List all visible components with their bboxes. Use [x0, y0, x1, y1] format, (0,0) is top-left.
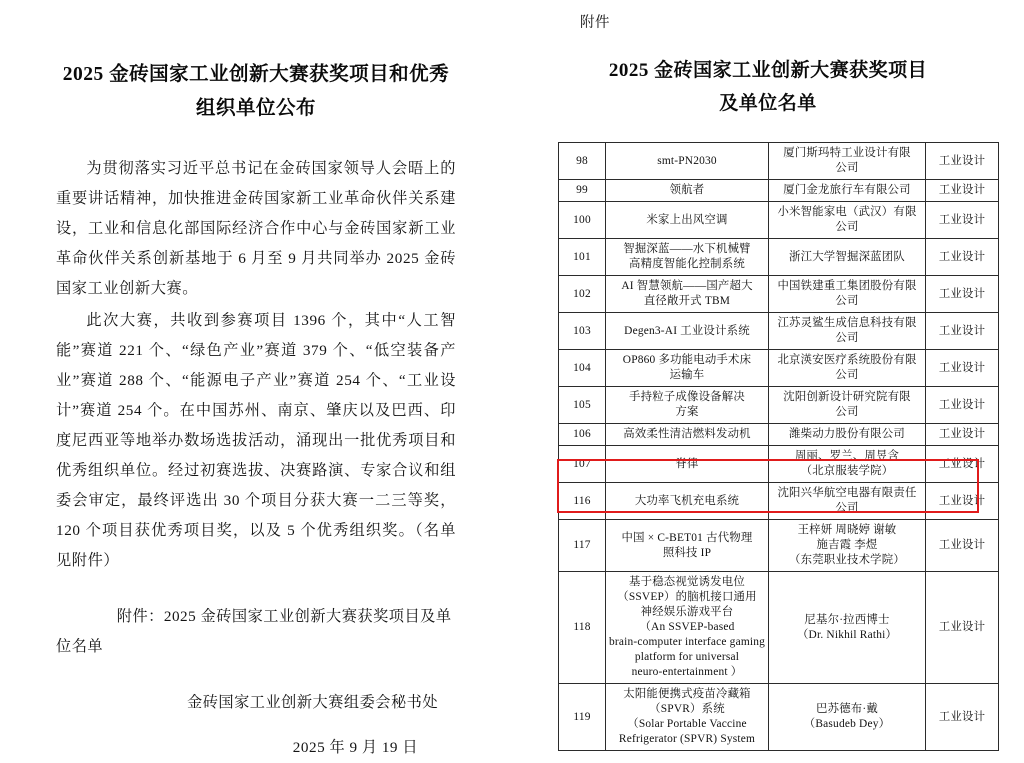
table-row [559, 239, 999, 276]
table-row [559, 520, 999, 572]
organization-line: 北京渶安医疗系统股份有限 [777, 354, 917, 366]
left-paragraph-1: 为贯彻落实习近平总书记在金砖国家领导人会晤上的重要讲话精神，加快推进金砖国家新工业革命伙伴关系建设，工业和信息化部国际经济合作中心与金砖国家新工业革命伙伴关系创新基地于 6 月至 9 月共同举办 2025 金砖国家工业创新大赛。 [56, 160, 456, 297]
project-line: （Solar Portable Vaccine [627, 718, 747, 730]
right-document [512, 0, 1024, 745]
attachment-label: 附件 [580, 15, 610, 31]
project-line: （An SSVEP-based [639, 621, 735, 633]
row-track: 工业设计 [926, 202, 999, 239]
organization-line: （东莞职业技术学院） [789, 554, 905, 566]
table-row [559, 313, 999, 350]
row-project-name [606, 424, 769, 446]
row-project-name [606, 313, 769, 350]
organization-line: 沈阳创新设计研究院有限 [783, 391, 911, 403]
row-organization [769, 446, 926, 483]
row-number: 103 [559, 313, 606, 350]
row-organization [769, 424, 926, 446]
row-track: 工业设计 [926, 684, 999, 751]
row-track: 工业设计 [926, 520, 999, 572]
organization-line: （Dr. Nikhil Rathi） [796, 628, 898, 641]
organization-line: 厦门金龙旅行车有限公司 [783, 184, 911, 196]
project-line: 米家上出风空调 [646, 213, 728, 226]
left-signature-date: 2025 年 9 月 19 日 [292, 739, 418, 757]
row-project-name [606, 143, 769, 180]
organization-line: 王梓妍 周晓婷 谢敏 [797, 524, 897, 536]
project-line: 方案 [675, 406, 699, 418]
right-document-title [558, 54, 978, 120]
row-organization [769, 520, 926, 572]
project-line: neuro-entertainment ） [631, 666, 743, 678]
project-line: brain-computer interface gaming [608, 636, 766, 648]
table-row [559, 684, 999, 751]
row-organization [769, 572, 926, 684]
organization-line: 公司 [835, 332, 859, 344]
left-document [0, 0, 512, 757]
project-line: 中国 × C-BET01 古代物理 [621, 531, 753, 544]
project-line: OP860 多功能电动手术床 [622, 354, 752, 366]
organization-line: 沈阳兴华航空电器有限责任 [777, 487, 917, 499]
project-line: （SPVR）系统 [649, 703, 725, 715]
row-organization [769, 239, 926, 276]
organization-line: 周丽、罗兰、周昱含 [794, 450, 900, 462]
project-line: smt-PN2030 [657, 154, 717, 167]
row-project-name [606, 572, 769, 684]
project-line: 基于稳态视觉诱发电位 [629, 576, 745, 588]
organization-line: 施吉霞 李煜 [816, 539, 878, 551]
row-organization [769, 387, 926, 424]
project-line: Refrigerator (SPVR) System [618, 733, 756, 745]
project-line: 大功率飞机充电系统 [634, 494, 740, 507]
row-number: 98 [559, 143, 606, 180]
organization-line: 巴苏德布·戴 [816, 703, 878, 715]
organization-line: 公司 [835, 369, 859, 381]
project-line: platform for universal [634, 651, 740, 663]
project-line: 运输车 [669, 369, 705, 381]
row-organization [769, 143, 926, 180]
row-track: 工业设计 [926, 424, 999, 446]
left-signature: 金砖国家工业创新大赛组委会秘书处 [187, 694, 438, 711]
right-title-line-2: 及单位名单 [719, 93, 817, 114]
row-project-name [606, 446, 769, 483]
project-line: 脊律 [675, 457, 699, 470]
organization-line: 小米智能家电（武汉）有限 [777, 206, 917, 218]
organization-line: 尼基尔·拉西博士 [804, 613, 890, 626]
organization-line: 公司 [835, 221, 859, 233]
project-line: 高效柔性清洁燃料发动机 [623, 428, 751, 440]
row-project-name [606, 483, 769, 520]
table-row [559, 202, 999, 239]
project-line: 高精度智能化控制系统 [629, 258, 745, 270]
organization-line: 公司 [835, 406, 859, 418]
row-track: 工业设计 [926, 483, 999, 520]
row-organization [769, 313, 926, 350]
award-list-table [558, 142, 999, 751]
row-organization [769, 202, 926, 239]
row-project-name [606, 350, 769, 387]
table-row [559, 276, 999, 313]
organization-line: 公司 [835, 295, 859, 307]
table-row [559, 387, 999, 424]
table-row [559, 572, 999, 684]
row-number: 116 [559, 483, 606, 520]
row-project-name [606, 684, 769, 751]
organization-line: 浙江大学智掘深蓝团队 [789, 250, 905, 263]
row-organization [769, 483, 926, 520]
organization-line: 公司 [835, 502, 859, 514]
row-track: 工业设计 [926, 572, 999, 684]
row-number: 101 [559, 239, 606, 276]
row-track: 工业设计 [926, 276, 999, 313]
row-project-name [606, 276, 769, 313]
organization-line: 江苏灵鲨生成信息科技有限 [777, 317, 917, 329]
row-project-name [606, 239, 769, 276]
row-track: 工业设计 [926, 180, 999, 202]
organization-line: （Basudeb Dey） [803, 718, 891, 730]
organization-line: 公司 [835, 162, 859, 174]
organization-line: 厦门斯玛特工业设计有限 [783, 147, 911, 159]
row-organization [769, 350, 926, 387]
row-organization [769, 276, 926, 313]
row-number: 118 [559, 572, 606, 684]
project-line: 手持粒子成像设备解决 [629, 391, 745, 403]
row-number: 107 [559, 446, 606, 483]
row-number: 104 [559, 350, 606, 387]
table-row [559, 446, 999, 483]
row-number: 117 [559, 520, 606, 572]
project-line: 神经娱乐游戏平台 [640, 606, 734, 618]
project-line: 照科技 IP [662, 546, 712, 559]
project-line: 直径敞开式 TBM [643, 295, 731, 307]
row-organization [769, 180, 926, 202]
table-row [559, 483, 999, 520]
row-number: 105 [559, 387, 606, 424]
row-track: 工业设计 [926, 239, 999, 276]
left-document-title [56, 58, 456, 126]
right-title-line-1: 2025 金砖国家工业创新大赛获奖项目 [608, 60, 928, 81]
row-track: 工业设计 [926, 143, 999, 180]
project-line: Degen3-AI 工业设计系统 [624, 324, 750, 337]
row-project-name [606, 202, 769, 239]
row-track: 工业设计 [926, 387, 999, 424]
project-line: 太阳能便携式疫苗冷藏箱 [623, 688, 751, 700]
project-line: AI 智慧领航——国产超大 [621, 280, 753, 292]
table-row [559, 180, 999, 202]
row-project-name [606, 180, 769, 202]
row-organization [769, 684, 926, 751]
row-number: 99 [559, 180, 606, 202]
table-row [559, 424, 999, 446]
row-number: 102 [559, 276, 606, 313]
project-line: 领航者 [669, 184, 705, 196]
row-track: 工业设计 [926, 350, 999, 387]
left-paragraph-2: 此次大赛，共收到参赛项目 1396 个，其中“人工智能”赛道 221 个、“绿色产业”赛道 379 个、“低空装备产业”赛道 288 个、“能源电子产业”赛道 254 个、“工业设计”赛道 254 个。在中国苏州、南京、肇庆以及巴西、印度尼西亚等地举办数场选拔活动，涌现出一批优秀项目和优秀组织单位。经过初赛选拔、决赛路演、专家合议和组委会审定，最终评选出 30 个项目分获大赛一二三等奖，120 个项目获优秀项目奖，以及 5 个优秀组织奖。（名单见附件） [56, 312, 456, 569]
organization-line: 中国铁建重工集团股份有限 [777, 280, 917, 292]
row-track: 工业设计 [926, 446, 999, 483]
left-attachment-line: 附件：2025 金砖国家工业创新大赛获奖项目及单位名单 [56, 608, 452, 655]
row-project-name [606, 520, 769, 572]
organization-line: 潍柴动力股份有限公司 [789, 428, 905, 440]
table-row [559, 143, 999, 180]
left-title-line-2: 组织单位公布 [195, 98, 316, 119]
row-number: 106 [559, 424, 606, 446]
left-title-line-1: 2025 金砖国家工业创新大赛获奖项目和优秀 [62, 64, 450, 85]
organization-line: （北京服装学院） [800, 465, 894, 477]
project-line: 智掘深蓝——水下机械臂 [623, 243, 751, 255]
row-track: 工业设计 [926, 313, 999, 350]
project-line: （SSVEP）的脑机接口通用 [617, 591, 757, 603]
table-row [559, 350, 999, 387]
row-number: 119 [559, 684, 606, 751]
row-number: 100 [559, 202, 606, 239]
row-project-name [606, 387, 769, 424]
